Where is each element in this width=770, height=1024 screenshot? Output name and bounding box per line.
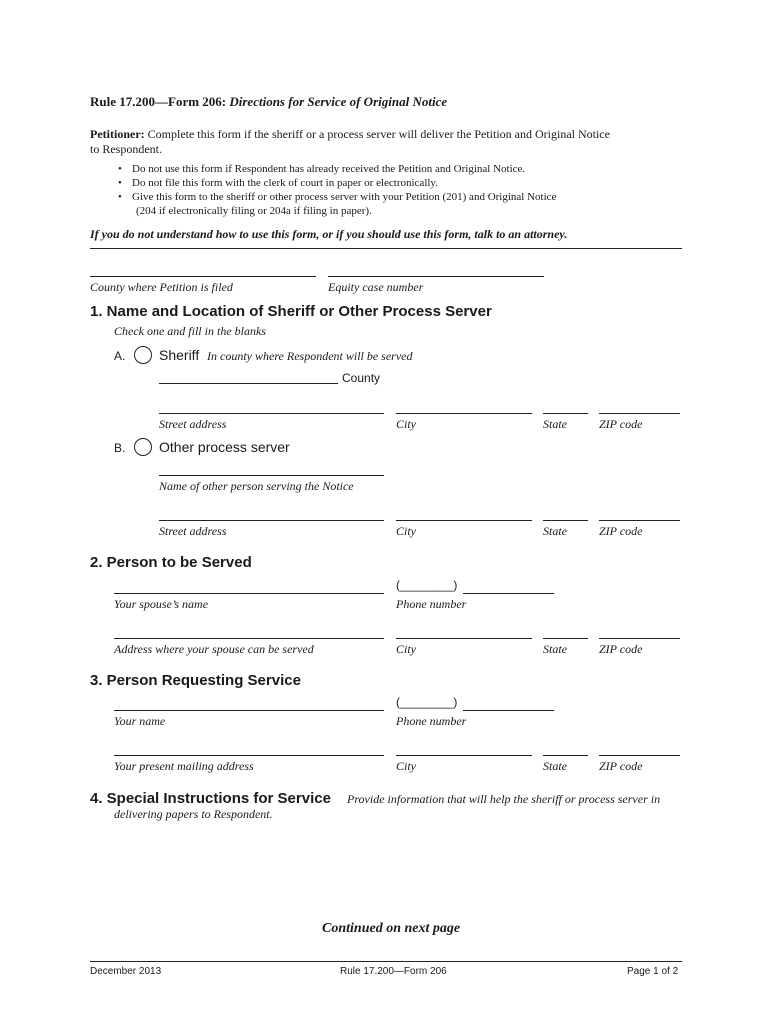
sheriff-city-label: City (396, 417, 416, 431)
other-street-label: Street address (159, 524, 227, 538)
petitioner-label: Petitioner: (90, 127, 145, 141)
attorney-warning: If you do not understand how to use this form, or if you should use this form, talk to an attorney. (90, 227, 568, 241)
section-4-title: 4. Special Instructions for Service (90, 790, 331, 807)
spouse-name-field[interactable] (114, 593, 384, 594)
sheriff-radio[interactable] (134, 346, 152, 364)
continued-note: Continued on next page (322, 921, 461, 936)
requester-phone-area[interactable]: (________) (396, 695, 458, 709)
spouse-zip-field[interactable] (599, 638, 680, 639)
requester-state-field[interactable] (543, 755, 588, 756)
list-item: • Do not use this form if Respondent has already received the Petition and Original Notice. (118, 162, 556, 176)
sheriff-state-field[interactable] (543, 413, 588, 414)
spouse-name-label: Your spouse’s name (114, 597, 209, 611)
form-rule: Rule 17.200—Form 206: (90, 94, 230, 109)
footer-divider (90, 961, 682, 962)
case-number-label: Equity case number (328, 280, 424, 294)
requester-address-label: Your present mailing address (114, 759, 254, 773)
county-field[interactable] (90, 276, 316, 277)
other-city-field[interactable] (396, 520, 532, 521)
option-b-letter: B. (114, 441, 126, 455)
spouse-city-field[interactable] (396, 638, 532, 639)
footer-date: December 2013 (90, 966, 162, 977)
other-server-name-label: Name of other person serving the Notice (159, 479, 354, 493)
requester-name-label: Your name (114, 714, 166, 728)
requester-city-field[interactable] (396, 755, 532, 756)
requester-name-field[interactable] (114, 710, 384, 711)
footer-form: Rule 17.200—Form 206 (340, 966, 447, 977)
option-a-letter: A. (114, 349, 126, 363)
sheriff-street-field[interactable] (159, 413, 384, 414)
footer-page: Page 1 of 2 (627, 966, 679, 977)
form-title (90, 94, 447, 110)
other-street-field[interactable] (159, 520, 384, 521)
section-divider (90, 248, 682, 249)
spouse-address-label: Address where your spouse can be served (114, 642, 314, 656)
requester-zip-label: ZIP code (599, 759, 643, 773)
sheriff-state-label: State (543, 417, 567, 431)
other-zip-field[interactable] (599, 520, 680, 521)
spouse-phone-field[interactable] (463, 593, 554, 594)
case-number-field[interactable] (328, 276, 544, 277)
special-instructions-area[interactable] (114, 826, 680, 906)
sheriff-street-label: Street address (159, 417, 227, 431)
form-title-text: Directions for Service of Original Notice (229, 94, 448, 109)
spouse-city-label: City (396, 642, 416, 656)
spouse-phone-label: Phone number (396, 597, 467, 611)
petitioner-text-1: Complete this form if the sheriff or a process server will deliver the Petition and Original Notice (144, 127, 610, 141)
bullet-continuation: (204 if electronically filing or 204a if filing in paper). (136, 205, 372, 217)
sheriff-zip-field[interactable] (599, 413, 680, 414)
petitioner-line-1 (90, 127, 610, 142)
other-state-label: State (543, 524, 567, 538)
requester-city-label: City (396, 759, 416, 773)
other-server-label: Other process server (159, 439, 290, 455)
requester-zip-field[interactable] (599, 755, 680, 756)
section-3-title: 3. Person Requesting Service (90, 672, 301, 689)
section-1-title: 1. Name and Location of Sheriff or Other Process Server (90, 303, 492, 320)
sheriff-zip-label: ZIP code (599, 417, 643, 431)
requester-address-field[interactable] (114, 755, 384, 756)
section-4-text-2: delivering papers to Respondent. (114, 807, 273, 821)
other-state-field[interactable] (543, 520, 588, 521)
other-zip-label: ZIP code (599, 524, 643, 538)
section-2-title: 2. Person to be Served (90, 554, 252, 571)
petitioner-text-2: to Respondent. (90, 142, 162, 156)
section-1-instruction: Check one and fill in the blanks (114, 324, 266, 338)
spouse-zip-label: ZIP code (599, 642, 643, 656)
sheriff-sublabel: In county where Respondent will be served (207, 349, 413, 363)
spouse-address-field[interactable] (114, 638, 384, 639)
sheriff-label: Sheriff (159, 347, 200, 363)
requester-phone-label: Phone number (396, 714, 467, 728)
instruction-list (118, 162, 556, 204)
requester-state-label: State (543, 759, 567, 773)
section-4-text-1: Provide information that will help the sheriff or process server in (347, 792, 661, 806)
sheriff-city-field[interactable] (396, 413, 532, 414)
county-label: County where Petition is filed (90, 280, 233, 294)
county-word: County (342, 371, 381, 385)
spouse-phone-area[interactable]: (________) (396, 578, 458, 592)
requester-phone-field[interactable] (463, 710, 554, 711)
spouse-state-label: State (543, 642, 567, 656)
list-item: • Do not file this form with the clerk of court in paper or electronically. (118, 176, 556, 190)
other-server-radio[interactable] (134, 438, 152, 456)
other-server-name-field[interactable] (159, 475, 384, 476)
other-city-label: City (396, 524, 416, 538)
list-item: • Give this form to the sheriff or other process server with your Petition (201) and Original Notice (118, 190, 556, 204)
sheriff-county-field[interactable] (159, 383, 338, 384)
spouse-state-field[interactable] (543, 638, 588, 639)
